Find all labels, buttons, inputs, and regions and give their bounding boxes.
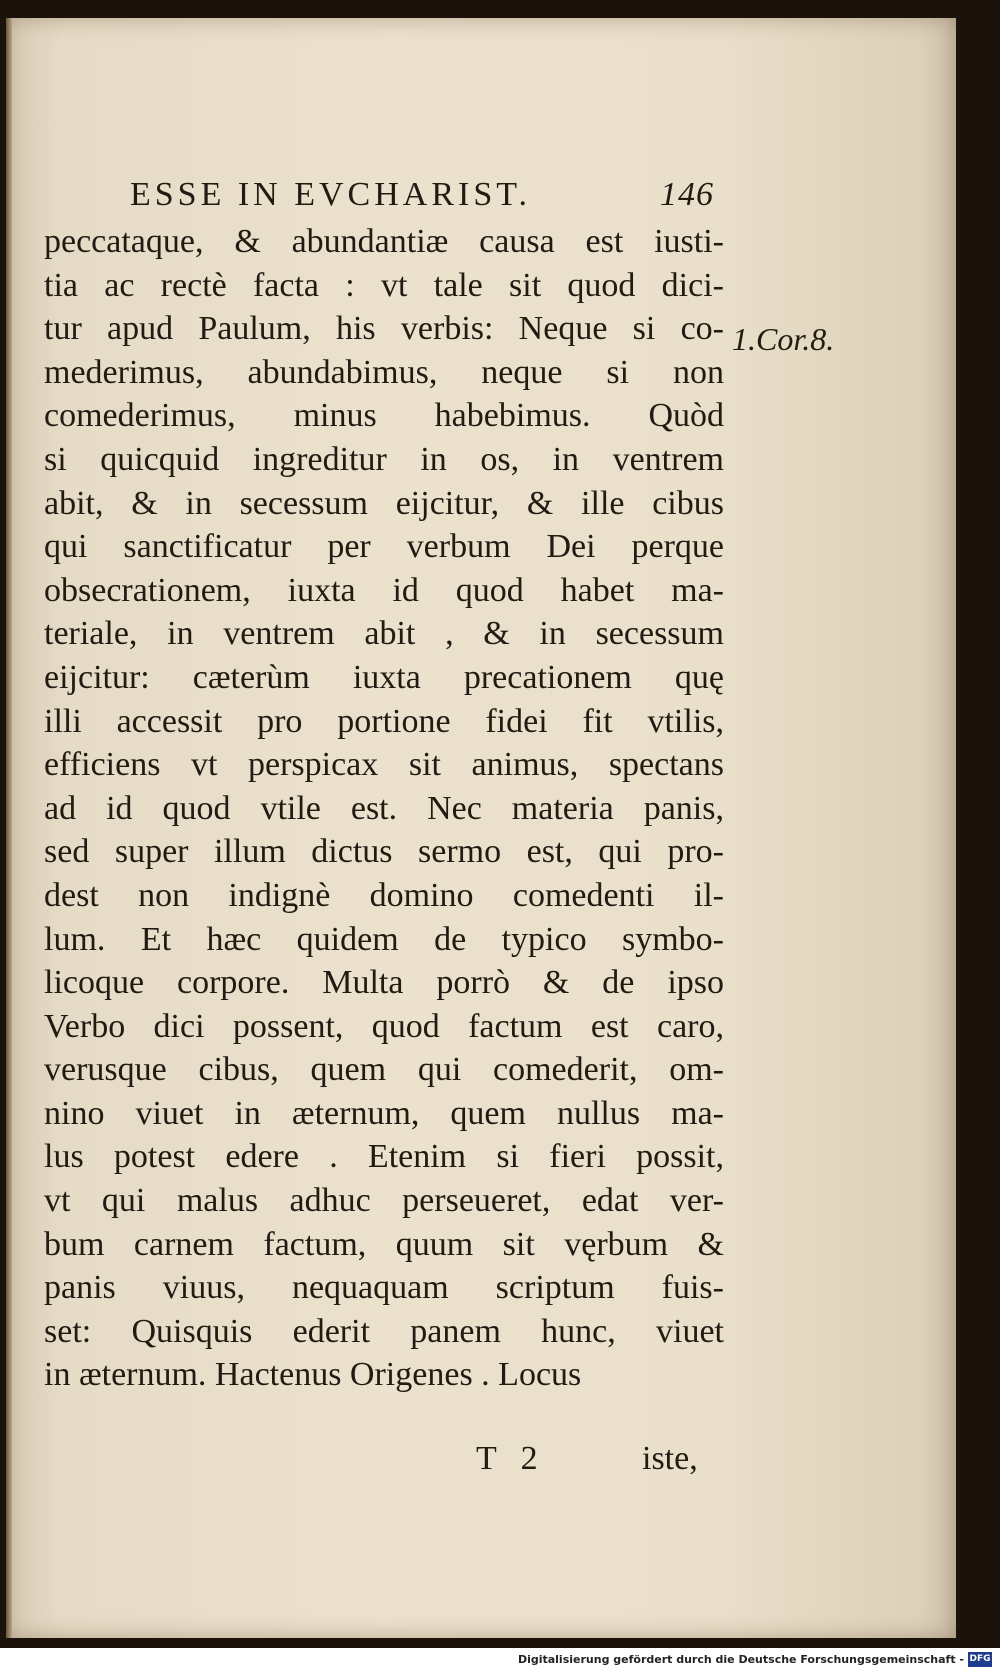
text-line: licoque corpore. Multa porrò & de ipso xyxy=(44,964,724,1002)
text-line: illi accessit pro portione fidei fit vtilis, xyxy=(44,702,724,740)
text-line: qui sanctificatur per verbum Dei perque xyxy=(44,528,724,566)
text-line: nino viuet in æternum, quem nullus ma- xyxy=(44,1094,724,1132)
text-line: vt qui malus adhuc perseueret, edat ver- xyxy=(44,1182,724,1220)
text-line: ad id quod vtile est. Nec materia panis, xyxy=(44,789,724,827)
text-line: eijcitur: cæterùm iuxta precationem quę xyxy=(44,658,724,696)
digitization-footer xyxy=(0,1648,1000,1673)
dfg-logo: DFG xyxy=(968,1652,992,1667)
text-line: tia ac rectè facta : vt tale sit quod dici- xyxy=(44,266,724,304)
text-line: sed super illum dictus sermo est, qui pro- xyxy=(44,833,724,871)
body-text xyxy=(44,220,724,1397)
text-line: set: Quisquis ederit panem hunc, viuet xyxy=(44,1312,724,1350)
text-line: si quicquid ingreditur in os, in ventrem xyxy=(44,440,724,478)
text-line: tur apud Paulum, his verbis: Neque si co- xyxy=(44,310,724,348)
marginal-note: 1.Cor.8. xyxy=(732,321,835,357)
text-line: lum. Et hæc quidem de typico symbo- xyxy=(44,920,724,958)
page-gutter-shadow xyxy=(6,18,12,1638)
text-line: teriale, in ventrem abit , & in secessum xyxy=(44,615,724,653)
book-page xyxy=(6,18,956,1638)
text-line: Verbo dici possent, quod factum est caro, xyxy=(44,1007,724,1045)
text-line: lus potest edere . Etenim si fieri possit, xyxy=(44,1138,724,1176)
text-line: bum carnem factum, quum sit vęrbum & xyxy=(44,1225,724,1263)
text-line: mederimus, abundabimus, neque si non xyxy=(44,353,724,391)
text-line: abit, & in secessum eijcitur, & ille cibus xyxy=(44,484,724,522)
page-number: 146 xyxy=(660,176,714,213)
text-line: obsecrationem, iuxta id quod habet ma- xyxy=(44,571,724,609)
text-line: verusque cibus, quem qui comederit, om- xyxy=(44,1051,724,1089)
text-line: panis viuus, nequaquam scriptum fuis- xyxy=(44,1269,724,1307)
text-line: peccataque, & abundantiæ causa est iusti- xyxy=(44,223,724,260)
text-line: in æternum. Hactenus Origenes . Locus xyxy=(44,1356,582,1394)
text-line: dest non indignè domino comedenti il- xyxy=(44,876,724,914)
text-line: efficiens vt perspicax sit animus, spectans xyxy=(44,746,724,784)
running-head-title: ESSE IN EVCHARIST. xyxy=(130,176,531,213)
signature-mark: T 2 xyxy=(476,1440,546,1477)
running-head xyxy=(130,168,730,228)
funding-credit: Digitalisierung gefördert durch die Deutsche Forschungsgemeinschaft - xyxy=(517,1653,964,1666)
catchword: iste, xyxy=(642,1440,698,1477)
text-line: comederimus, minus habebimus. Quòd xyxy=(44,397,724,435)
